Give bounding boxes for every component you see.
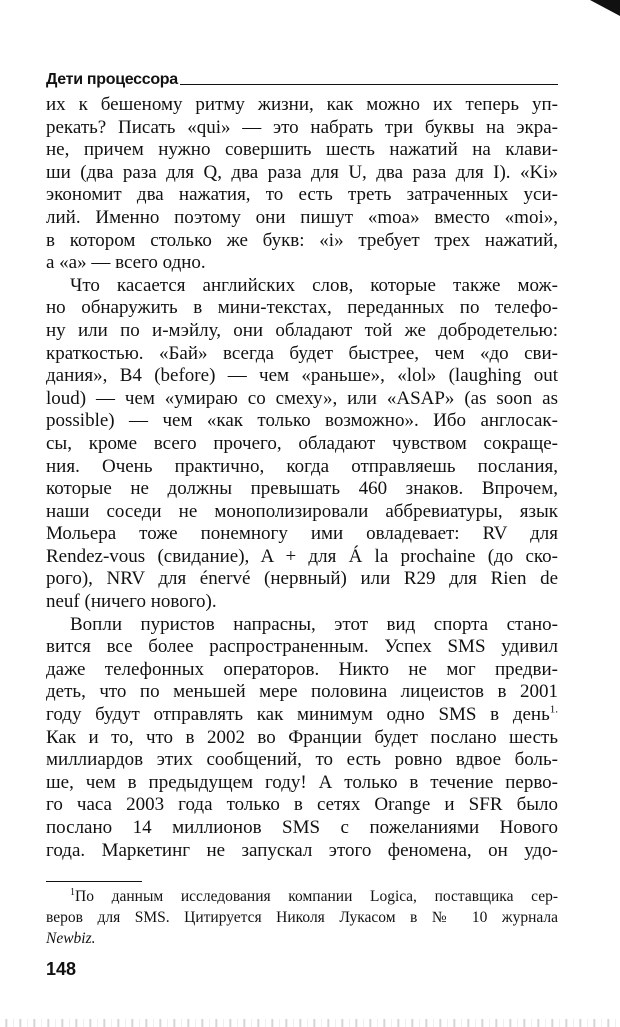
footnote-mark: 1: [70, 886, 75, 898]
text-line: Rendez-vous (свидание), A + для Á la prochaine (до ско-: [46, 545, 558, 567]
paragraph-1: [46, 94, 558, 275]
text-line: их к бешеному ритму жизни, как можно их теперь уп-: [46, 94, 558, 115]
text-line: ния. Очень практично, когда отправляешь послания,: [46, 455, 558, 477]
running-head-title: Дети процессора: [46, 71, 178, 88]
footnote-text: По данным исследования компании Logica, поставщика сер-: [75, 888, 558, 905]
body-text: [46, 94, 558, 862]
text-line: но обнаружить в мини-текстах, переданных по телефо-: [46, 297, 558, 319]
text-line: а «a» — всего одно.: [46, 252, 206, 274]
text-line: наши соседи не монополизировали аббревиатуры, язык: [46, 500, 558, 522]
text-line: послано 14 миллионов SMS с пожеланиями Нового: [46, 817, 558, 838]
running-head: [46, 62, 558, 88]
text-line: не, причем нужно совершить шесть нажатий на клави-: [46, 139, 558, 161]
page-number: 148: [46, 959, 77, 979]
text-line: рого), NRV для énervé (нервный) или R29 для Rien de: [46, 568, 558, 590]
text-line: сы, кроме всего прочего, обладают чувством сокраще-: [46, 432, 558, 454]
page-corner-mark: [590, 0, 620, 16]
running-head-rule: [180, 84, 558, 85]
footnote: [46, 886, 558, 949]
text-line: neuf (ничего нового).: [46, 591, 217, 613]
text-line: даже телефонных операторов. Никто не мог предви-: [46, 658, 558, 680]
text-line: Как и то, что в 2002 во Франции будет послано шесть: [46, 726, 558, 748]
text-line: ше, чем в предыдущем году! А только в течение перво-: [46, 771, 558, 793]
text-line: Вопли пуристов напрасны, этот вид спорта стано-: [70, 613, 558, 635]
footnote-line: [46, 886, 558, 907]
text-line: го часа 2003 года только в сетях Orange и SFR было: [46, 794, 558, 816]
text-line: года. Маркетинг не запускал этого феномена, он удо-: [46, 839, 558, 861]
text-line: possible) — чем «как только возможно». Ибо англосак-: [46, 410, 558, 432]
text-line: loud) — чем «умираю со смеху», или «ASAP» (as soon as: [46, 387, 558, 409]
footnote-source: Newbiz.: [46, 930, 96, 947]
text-line: ну или по и-мэйлу, они обладают той же добродетелью:: [46, 319, 558, 341]
text-line: вится все более распространенным. Успех SMS удивил: [46, 636, 558, 658]
text-line: рекать? Писать «qui» — это набрать три буквы на экра-: [46, 116, 558, 138]
text-line: Мольера тоже понемногу ими овладевает: RV для: [46, 523, 558, 545]
text-line-with-footnote: [46, 704, 558, 727]
paragraph-3: [46, 614, 558, 863]
text-line: в котором столько же букв: «i» требует трех нажатий,: [46, 229, 558, 251]
text-line: Что касается английских слов, которые также мож-: [70, 274, 558, 296]
text-line: ши (два раза для Q, два раза для U, два раза для I). «Ki»: [46, 161, 558, 183]
scan-edge-noise: [0, 1019, 620, 1027]
text-line: которые не должны превышать 460 знаков. Впрочем,: [46, 478, 558, 500]
text-line: миллиардов этих сообщений, то есть ровно вдвое боль-: [46, 749, 558, 771]
footnote-line: веров для SMS. Цитируется Николя Лукасом в № 10 журнала: [46, 909, 558, 926]
footnote-reference[interactable]: 1.: [549, 703, 558, 716]
text-line: экономит два нажатия, то есть треть затраченных уси-: [46, 184, 558, 206]
text-line-content: году будут отправлять как минимум одно SMS в день: [46, 704, 550, 726]
paragraph-2: [46, 275, 558, 614]
text-line: лий. Именно поэтому они пишут «moa» вместо «moi»,: [46, 206, 558, 228]
text-line: деть, что по меньшей мере половина лицеистов в 2001: [46, 681, 558, 703]
text-line: дания», B4 (before) — чем «раньше», «lol» (laughing out: [46, 365, 558, 387]
footnote-rule: [46, 881, 142, 882]
text-line: краткостью. «Бай» всегда будет быстрее, чем «до сви-: [46, 342, 558, 364]
